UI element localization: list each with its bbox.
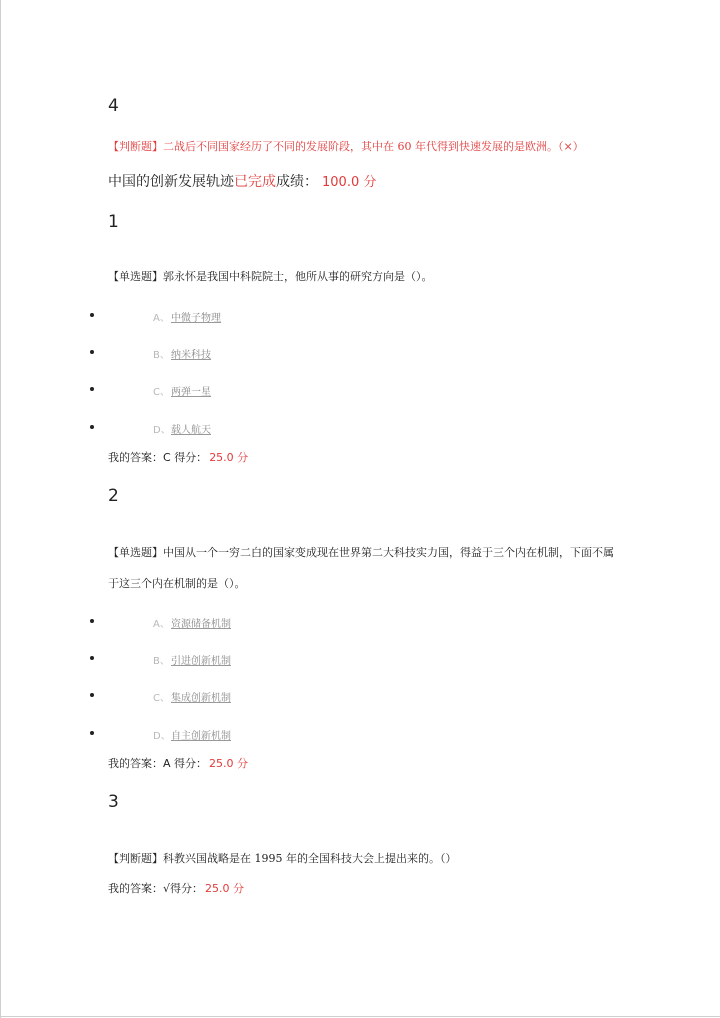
score-value: 25.0 分 <box>209 451 249 464</box>
my-answer <box>108 755 248 771</box>
course-header <box>108 171 376 191</box>
score-label: 得分： <box>174 757 208 770</box>
question-tag: 【判断题】 <box>108 852 163 865</box>
option-letter: B、 <box>153 350 170 361</box>
question-text-line2: 于这三个内在机制的是（）。 <box>108 577 246 590</box>
course-status: 已完成 <box>234 174 276 190</box>
option-text: 纳米科技 <box>171 350 211 361</box>
option-text: 载人航天 <box>171 425 211 436</box>
page-edge <box>0 0 1 1018</box>
option-letter: D、 <box>153 731 171 742</box>
question-stem <box>108 268 433 284</box>
judge-question <box>108 138 584 154</box>
bullet <box>90 731 94 735</box>
question-text: 中国从一个一穷二白的国家变成现在世界第二大科技实力国，得益于三个内在机制，下面不属 <box>163 546 614 559</box>
option-c[interactable] <box>153 383 211 398</box>
option-letter: C、 <box>153 693 170 704</box>
answer-value: A <box>163 757 171 770</box>
bullet <box>90 387 94 391</box>
page-edge <box>0 1016 720 1017</box>
option-text: 自主创新机制 <box>171 731 231 742</box>
course-score: 100.0 分 <box>322 175 377 190</box>
score-label: 成绩： <box>276 174 318 190</box>
question-stem <box>108 850 457 866</box>
option-d[interactable] <box>153 727 231 742</box>
option-b[interactable] <box>153 652 231 667</box>
answer-value: √ <box>163 882 171 895</box>
question-text: 郭永怀是我国中科院院士，他所从事的研究方向是（）。 <box>163 270 433 283</box>
score-value: 25.0 分 <box>205 882 245 895</box>
bullet <box>90 693 94 697</box>
bullet <box>90 619 94 623</box>
option-letter: B、 <box>153 656 170 667</box>
question-tag: 【单选题】 <box>108 546 163 559</box>
option-letter: A、 <box>153 619 170 630</box>
question-number: 2 <box>108 486 119 506</box>
option-a[interactable] <box>153 615 231 630</box>
option-text: 引进创新机制 <box>171 656 231 667</box>
option-a[interactable] <box>153 309 221 324</box>
option-letter: A、 <box>153 313 170 324</box>
question-tag: 【单选题】 <box>108 270 163 283</box>
question-text: 科教兴国战略是在 1995 年的全国科技大会上提出来的。（） <box>163 852 457 865</box>
option-b[interactable] <box>153 346 211 361</box>
question-number: 1 <box>108 212 119 232</box>
score-label: 得分： <box>174 451 208 464</box>
answer-label: 我的答案： <box>108 882 163 895</box>
answer-value: C <box>163 451 171 464</box>
option-letter: C、 <box>153 387 170 398</box>
option-text: 两弹一星 <box>171 387 211 398</box>
score-label: 得分： <box>170 882 204 895</box>
bullet <box>90 656 94 660</box>
score-value: 25.0 分 <box>209 757 249 770</box>
option-letter: D、 <box>153 425 171 436</box>
option-text: 中微子物理 <box>171 313 221 324</box>
question-tag: 【判断题】 <box>108 140 163 153</box>
bullet <box>90 350 94 354</box>
my-answer <box>108 449 248 465</box>
option-d[interactable] <box>153 421 211 436</box>
option-text: 资源储备机制 <box>171 619 231 630</box>
bullet <box>90 313 94 317</box>
course-title: 中国的创新发展轨迹 <box>108 174 234 190</box>
question-stem <box>108 544 614 560</box>
answer-label: 我的答案： <box>108 451 163 464</box>
option-text: 集成创新机制 <box>171 693 231 704</box>
question-number: 4 <box>108 96 119 116</box>
option-c[interactable] <box>153 689 231 704</box>
bullet <box>90 425 94 429</box>
my-answer <box>108 880 244 896</box>
question-text: 二战后不同国家经历了不同的发展阶段，其中在 60 年代得到快速发展的是欧洲。（×） <box>163 140 584 153</box>
question-number: 3 <box>108 792 119 812</box>
answer-label: 我的答案： <box>108 757 163 770</box>
